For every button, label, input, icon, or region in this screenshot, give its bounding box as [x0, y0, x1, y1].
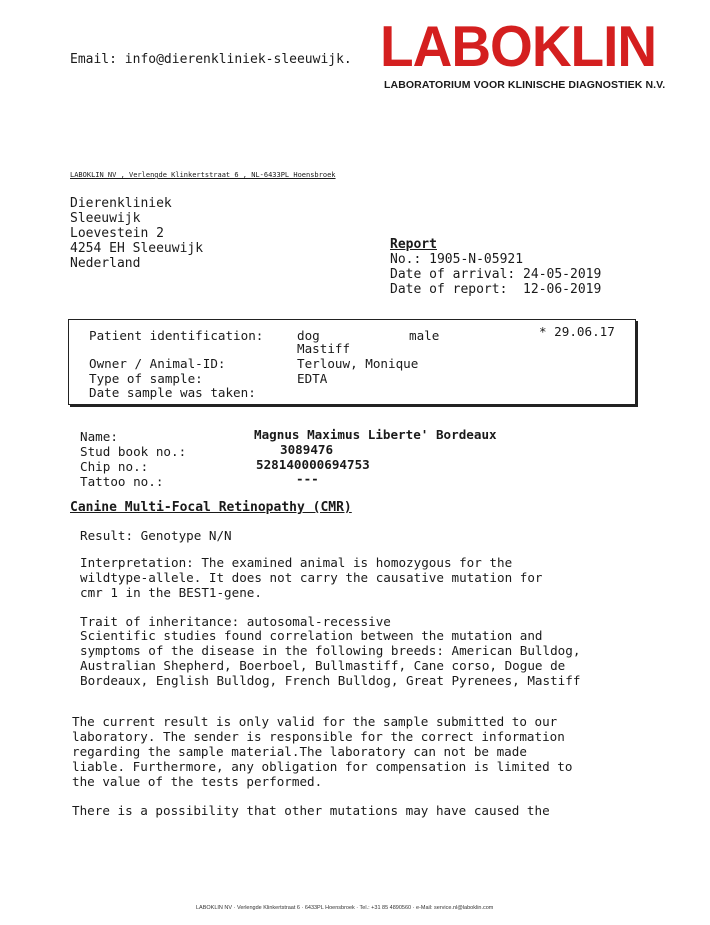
report-number: No.: 1905-N-05921 [390, 252, 524, 267]
dog-name-label: Name: [80, 429, 118, 444]
address-line: Dierenkliniek [70, 196, 172, 211]
stud-book-number: 3089476 [280, 442, 334, 457]
address-line: 4254 EH Sleeuwijk [70, 241, 204, 256]
laboklin-logo: LABOKLIN [380, 13, 657, 79]
test-title: Canine Multi-Focal Retinopathy (CMR) [70, 500, 352, 515]
date-taken-label: Date sample was taken: [89, 385, 256, 400]
lab-email: Email: info@dierenkliniek-sleeuwijk. [70, 52, 352, 67]
sample-type-label: Type of sample: [89, 371, 203, 386]
chip-number: 528140000694753 [256, 457, 370, 472]
patient-identification-box [68, 319, 636, 405]
owner-name: Terlouw, Monique [297, 356, 419, 371]
patient-sex: male [409, 328, 440, 343]
inheritance-line: symptoms of the disease in the following breeds: American Bulldog, [80, 643, 581, 658]
interpretation-line: wildtype-allele. It does not carry the causative mutation for [80, 570, 543, 585]
logo-subtitle: LABORATORIUM VOOR KLINISCHE DIAGNOSTIEK N.V. [384, 79, 666, 91]
tattoo-label: Tattoo no.: [80, 474, 164, 489]
date-of-arrival: Date of arrival: 24-05-2019 [390, 267, 602, 282]
disclaimer-line: There is a possibility that other mutations may have caused the [72, 803, 550, 818]
chip-label: Chip no.: [80, 459, 149, 474]
page-footer: LABOKLIN NV · Verlengde Klinkertstraat 6 · 6433PL Hoensbroek · Tel.: +31 85 4890560 · e-Mail: service.nl@laboklin.com [196, 905, 494, 911]
inheritance-line: Australian Shepherd, Boerboel, Bullmastiff, Cane corso, Dogue de [80, 658, 566, 673]
interpretation-line: cmr 1 in the BEST1-gene. [80, 585, 262, 600]
address-line: Nederland [70, 256, 141, 271]
disclaimer-line: the value of the tests performed. [72, 774, 323, 789]
test-result-body [80, 528, 680, 693]
disclaimer [72, 714, 692, 824]
inheritance-line: Scientific studies found correlation between the mutation and [80, 628, 543, 643]
inheritance-line: Bordeaux, English Bulldog, French Bulldog, Great Pyrenees, Mastiff [80, 673, 581, 688]
disclaimer-line: liable. Furthermore, any obligation for compensation is limited to [72, 759, 573, 774]
sample-type: EDTA [297, 371, 328, 386]
patient-id-label: Patient identification: [89, 328, 264, 343]
report-title: Report [390, 237, 437, 252]
address-line: Sleeuwijk [70, 211, 141, 226]
stud-book-label: Stud book no.: [80, 444, 187, 459]
patient-breed: Mastiff [297, 341, 351, 356]
dog-details [80, 427, 600, 487]
owner-label: Owner / Animal-ID: [89, 356, 226, 371]
disclaimer-line: laboratory. The sender is responsible for the correct information [72, 729, 565, 744]
interpretation-line: Interpretation: The examined animal is homozygous for the [80, 555, 513, 570]
disclaimer-line: regarding the sample material.The laboratory can not be made [72, 744, 527, 759]
patient-date-of-birth: * 29.06.17 [539, 324, 615, 339]
address-line: Loevestein 2 [70, 226, 164, 241]
report-info [390, 237, 650, 297]
result-line: Result: Genotype N/N [80, 528, 232, 543]
disclaimer-line: The current result is only valid for the sample submitted to our [72, 714, 558, 729]
date-of-report: Date of report: 12-06-2019 [390, 282, 602, 297]
inheritance-line: Trait of inheritance: autosomal-recessive [80, 614, 391, 629]
tattoo-number: --- [296, 471, 319, 486]
patient-species: dog [297, 328, 320, 343]
dog-name: Magnus Maximus Liberte' Bordeaux [254, 427, 497, 442]
recipient-address [70, 196, 370, 276]
sender-address-line: LABOKLIN NV , Verlengde Klinkertstraat 6 , NL-6433PL Hoensbroek [70, 171, 336, 179]
